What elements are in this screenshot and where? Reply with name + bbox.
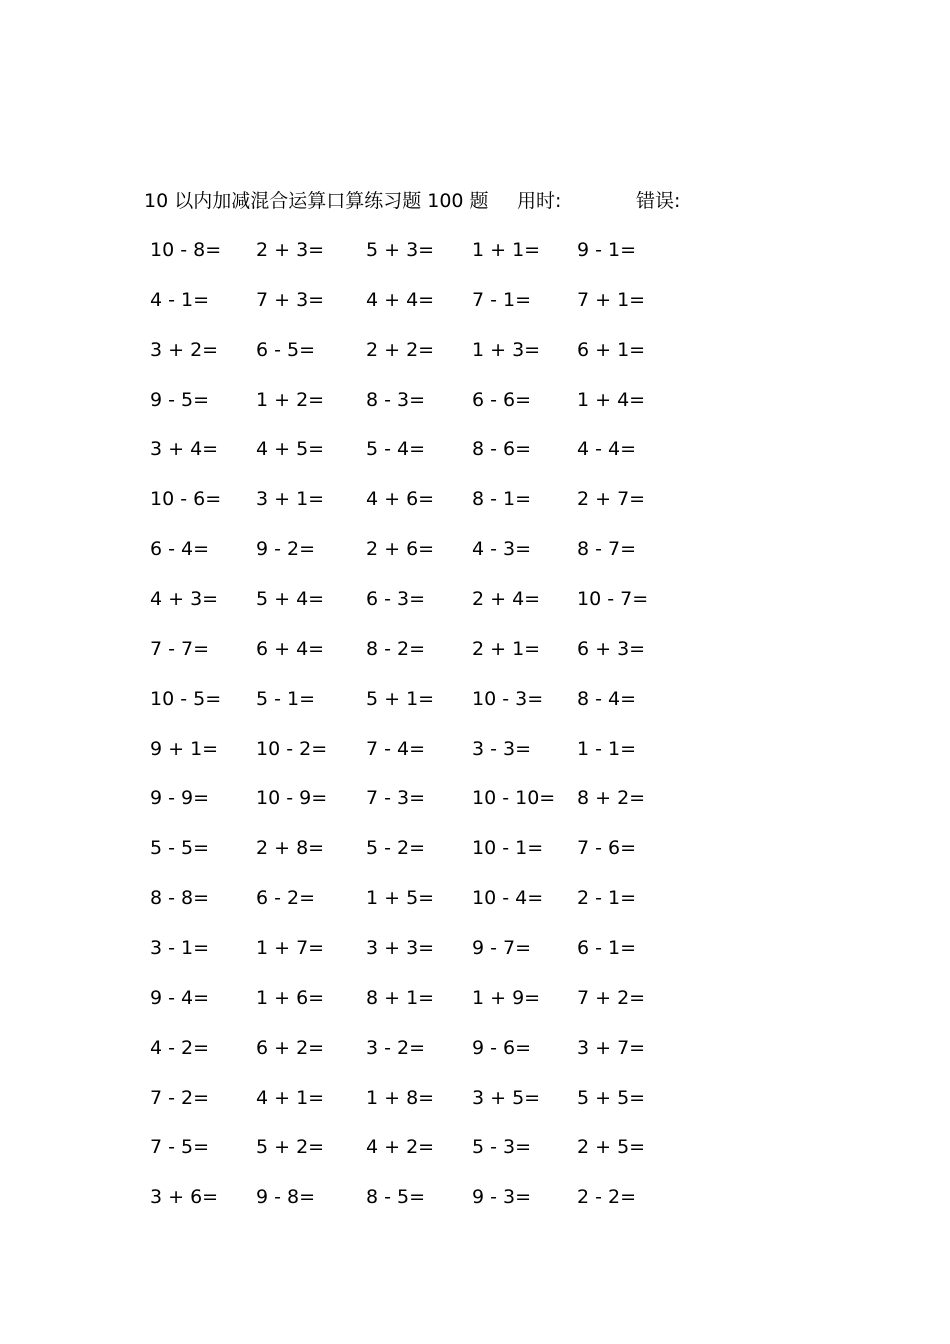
arithmetic-problem: 10 - 2= xyxy=(256,737,328,760)
problem-row xyxy=(0,380,950,420)
arithmetic-problem: 4 - 3= xyxy=(472,538,532,561)
arithmetic-problem: 5 - 4= xyxy=(366,438,426,461)
arithmetic-problem: 9 - 9= xyxy=(150,787,210,810)
problem-row xyxy=(0,878,950,918)
problem-row xyxy=(0,1127,950,1167)
problem-row xyxy=(0,629,950,669)
arithmetic-problem: 4 - 4= xyxy=(577,438,637,461)
arithmetic-problem: 1 + 9= xyxy=(472,986,541,1009)
arithmetic-problem: 2 + 5= xyxy=(577,1136,646,1159)
problem-row xyxy=(0,479,950,519)
arithmetic-problem: 2 + 3= xyxy=(256,239,325,261)
problem-row xyxy=(0,729,950,769)
arithmetic-problem: 4 + 3= xyxy=(150,587,219,610)
arithmetic-problem: 6 - 6= xyxy=(472,388,532,411)
arithmetic-problem: 6 - 1= xyxy=(577,936,637,959)
arithmetic-problem: 2 - 2= xyxy=(577,1186,637,1209)
problem-row xyxy=(0,1028,950,1068)
arithmetic-problem: 7 - 3= xyxy=(366,787,426,810)
arithmetic-problem: 7 + 3= xyxy=(256,288,325,311)
arithmetic-problem: 3 + 6= xyxy=(150,1186,219,1209)
arithmetic-problem: 6 + 2= xyxy=(256,1036,325,1059)
arithmetic-problem: 3 + 3= xyxy=(366,936,435,959)
problem-row xyxy=(0,978,950,1018)
arithmetic-problem: 10 - 3= xyxy=(472,687,544,710)
arithmetic-problem: 1 + 5= xyxy=(366,887,435,910)
arithmetic-problem: 2 + 2= xyxy=(366,338,435,361)
arithmetic-problem: 6 - 4= xyxy=(150,538,210,561)
arithmetic-problem: 10 - 10= xyxy=(472,787,556,810)
arithmetic-problem: 9 - 2= xyxy=(256,538,316,561)
arithmetic-problem: 5 + 1= xyxy=(366,687,435,710)
arithmetic-problem: 2 + 6= xyxy=(366,538,435,561)
problem-row xyxy=(0,429,950,469)
worksheet-title: 10 以内加减混合运算口算练习题 100 题 xyxy=(144,190,489,212)
arithmetic-problem: 10 - 5= xyxy=(150,687,222,710)
arithmetic-problem: 4 + 4= xyxy=(366,288,435,311)
arithmetic-problem: 5 + 4= xyxy=(256,587,325,610)
arithmetic-problem: 1 + 1= xyxy=(472,239,541,261)
arithmetic-problem: 4 - 1= xyxy=(150,288,210,311)
problem-row xyxy=(0,679,950,719)
worksheet-header xyxy=(0,186,950,216)
arithmetic-problem: 1 + 4= xyxy=(577,388,646,411)
arithmetic-problem: 3 - 2= xyxy=(366,1036,426,1059)
arithmetic-problem: 8 - 3= xyxy=(366,388,426,411)
problem-row xyxy=(0,928,950,968)
arithmetic-problem: 8 + 2= xyxy=(577,787,646,810)
problem-row xyxy=(0,280,950,320)
problem-row xyxy=(0,529,950,569)
problem-grid xyxy=(0,230,950,1230)
arithmetic-problem: 7 + 1= xyxy=(577,288,646,311)
problem-row xyxy=(0,1177,950,1217)
arithmetic-problem: 3 + 5= xyxy=(472,1086,541,1109)
problem-row xyxy=(0,828,950,868)
arithmetic-problem: 8 - 2= xyxy=(366,637,426,660)
errors-label: 错误: xyxy=(636,190,681,212)
arithmetic-problem: 3 - 3= xyxy=(472,737,532,760)
arithmetic-problem: 9 - 1= xyxy=(577,239,637,261)
arithmetic-problem: 2 + 1= xyxy=(472,637,541,660)
arithmetic-problem: 4 + 1= xyxy=(256,1086,325,1109)
arithmetic-problem: 8 - 7= xyxy=(577,538,637,561)
arithmetic-problem: 1 + 6= xyxy=(256,986,325,1009)
arithmetic-problem: 8 - 4= xyxy=(577,687,637,710)
arithmetic-problem: 4 - 2= xyxy=(150,1036,210,1059)
arithmetic-problem: 6 - 3= xyxy=(366,587,426,610)
arithmetic-problem: 8 - 8= xyxy=(150,887,210,910)
arithmetic-problem: 10 - 7= xyxy=(577,587,649,610)
arithmetic-problem: 10 - 4= xyxy=(472,887,544,910)
arithmetic-problem: 7 - 2= xyxy=(150,1086,210,1109)
arithmetic-problem: 4 + 6= xyxy=(366,488,435,511)
time-used-label: 用时: xyxy=(517,190,562,212)
arithmetic-problem: 9 - 4= xyxy=(150,986,210,1009)
arithmetic-problem: 9 - 8= xyxy=(256,1186,316,1209)
arithmetic-problem: 10 - 6= xyxy=(150,488,222,511)
problem-row xyxy=(0,330,950,370)
arithmetic-problem: 7 - 6= xyxy=(577,837,637,860)
arithmetic-problem: 1 - 1= xyxy=(577,737,637,760)
arithmetic-problem: 1 + 2= xyxy=(256,388,325,411)
arithmetic-problem: 6 + 3= xyxy=(577,637,646,660)
arithmetic-problem: 1 + 8= xyxy=(366,1086,435,1109)
problem-row xyxy=(0,1078,950,1118)
problem-row xyxy=(0,579,950,619)
arithmetic-problem: 9 - 6= xyxy=(472,1036,532,1059)
arithmetic-problem: 5 - 3= xyxy=(472,1136,532,1159)
arithmetic-problem: 3 + 2= xyxy=(150,338,219,361)
arithmetic-problem: 4 + 2= xyxy=(366,1136,435,1159)
problem-row xyxy=(0,778,950,818)
arithmetic-problem: 2 - 1= xyxy=(577,887,637,910)
arithmetic-problem: 8 - 1= xyxy=(472,488,532,511)
problem-row xyxy=(0,230,950,270)
arithmetic-problem: 1 + 7= xyxy=(256,936,325,959)
arithmetic-problem: 2 + 4= xyxy=(472,587,541,610)
arithmetic-problem: 5 + 3= xyxy=(366,239,435,261)
arithmetic-problem: 5 + 2= xyxy=(256,1136,325,1159)
arithmetic-problem: 4 + 5= xyxy=(256,438,325,461)
arithmetic-problem: 5 - 2= xyxy=(366,837,426,860)
arithmetic-problem: 3 + 7= xyxy=(577,1036,646,1059)
arithmetic-problem: 6 + 4= xyxy=(256,637,325,660)
arithmetic-problem: 9 - 3= xyxy=(472,1186,532,1209)
arithmetic-problem: 1 + 3= xyxy=(472,338,541,361)
arithmetic-problem: 7 - 4= xyxy=(366,737,426,760)
arithmetic-problem: 8 - 6= xyxy=(472,438,532,461)
arithmetic-problem: 5 - 1= xyxy=(256,687,316,710)
arithmetic-problem: 6 - 5= xyxy=(256,338,316,361)
arithmetic-problem: 10 - 8= xyxy=(150,239,222,261)
arithmetic-problem: 7 + 2= xyxy=(577,986,646,1009)
arithmetic-problem: 7 - 5= xyxy=(150,1136,210,1159)
arithmetic-problem: 10 - 1= xyxy=(472,837,544,860)
arithmetic-problem: 10 - 9= xyxy=(256,787,328,810)
arithmetic-problem: 7 - 1= xyxy=(472,288,532,311)
arithmetic-problem: 8 + 1= xyxy=(366,986,435,1009)
arithmetic-problem: 5 + 5= xyxy=(577,1086,646,1109)
arithmetic-problem: 9 - 7= xyxy=(472,936,532,959)
arithmetic-problem: 9 - 5= xyxy=(150,388,210,411)
arithmetic-problem: 3 + 1= xyxy=(256,488,325,511)
arithmetic-problem: 6 + 1= xyxy=(577,338,646,361)
arithmetic-problem: 8 - 5= xyxy=(366,1186,426,1209)
arithmetic-problem: 6 - 2= xyxy=(256,887,316,910)
arithmetic-problem: 7 - 7= xyxy=(150,637,210,660)
arithmetic-problem: 2 + 7= xyxy=(577,488,646,511)
arithmetic-problem: 5 - 5= xyxy=(150,837,210,860)
arithmetic-problem: 3 + 4= xyxy=(150,438,219,461)
arithmetic-problem: 2 + 8= xyxy=(256,837,325,860)
arithmetic-problem: 9 + 1= xyxy=(150,737,219,760)
arithmetic-problem: 3 - 1= xyxy=(150,936,210,959)
